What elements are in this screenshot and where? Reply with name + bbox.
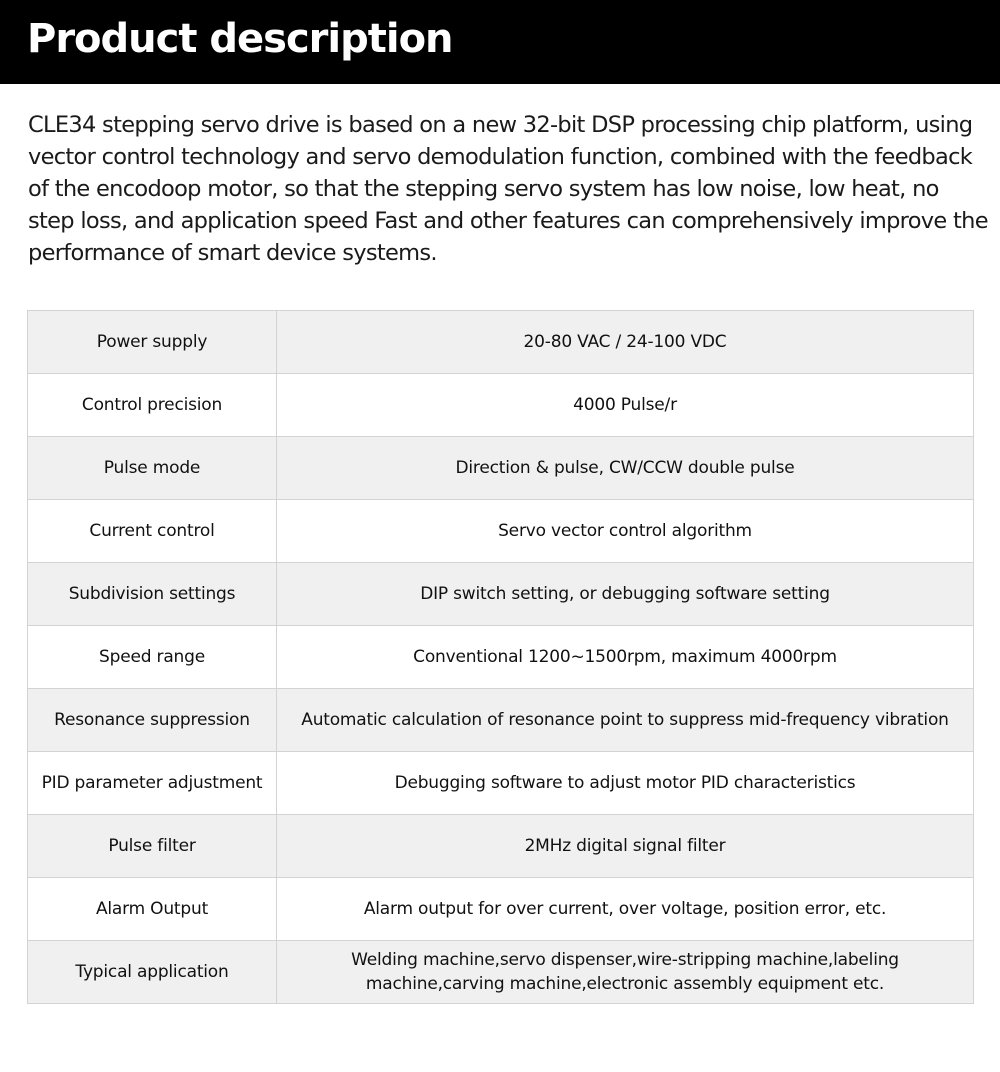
table-row	[28, 752, 974, 815]
spec-label: Current control	[28, 500, 277, 563]
spec-value: Debugging software to adjust motor PID characteristics	[277, 752, 974, 815]
product-description-text: CLE34 stepping servo drive is based on a new 32-bit DSP processing chip platform, using vector control technology and servo demodulation function, combined with the feedback of the encodoop motor, so that the stepping servo system has low noise, low heat, no step loss, and application speed Fast and other features can comprehensively improve the performance of smart device systems.	[28, 112, 988, 266]
table-row	[28, 311, 974, 374]
page-title: Product description	[27, 16, 453, 62]
spec-label: Subdivision settings	[28, 563, 277, 626]
spec-value: 2MHz digital signal filter	[277, 815, 974, 878]
spec-value: DIP switch setting, or debugging software setting	[277, 563, 974, 626]
spec-label: PID parameter adjustment	[28, 752, 277, 815]
spec-label: Power supply	[28, 311, 277, 374]
spec-label: Pulse filter	[28, 815, 277, 878]
table-row	[28, 689, 974, 752]
table-row	[28, 563, 974, 626]
table-row	[28, 815, 974, 878]
table-row	[28, 878, 974, 941]
spec-value: Alarm output for over current, over voltage, position error, etc.	[277, 878, 974, 941]
table-row	[28, 500, 974, 563]
spec-value: Conventional 1200~1500rpm, maximum 4000rpm	[277, 626, 974, 689]
table-row	[28, 374, 974, 437]
header-bar	[0, 0, 1000, 84]
spec-label: Control precision	[28, 374, 277, 437]
spec-table	[27, 310, 974, 1004]
spec-label: Pulse mode	[28, 437, 277, 500]
spec-value: Servo vector control algorithm	[277, 500, 974, 563]
table-row	[28, 626, 974, 689]
table-row	[28, 437, 974, 500]
spec-value: 4000 Pulse/r	[277, 374, 974, 437]
spec-value: Welding machine,servo dispenser,wire-stripping machine,labeling machine,carving machine,electronic assembly equipment etc.	[277, 941, 974, 1004]
spec-label: Alarm Output	[28, 878, 277, 941]
spec-value: Automatic calculation of resonance point to suppress mid-frequency vibration	[277, 689, 974, 752]
spec-value: Direction & pulse, CW/CCW double pulse	[277, 437, 974, 500]
table-row	[28, 941, 974, 1004]
spec-label: Resonance suppression	[28, 689, 277, 752]
spec-label: Typical application	[28, 941, 277, 1004]
spec-value: 20-80 VAC / 24-100 VDC	[277, 311, 974, 374]
spec-label: Speed range	[28, 626, 277, 689]
